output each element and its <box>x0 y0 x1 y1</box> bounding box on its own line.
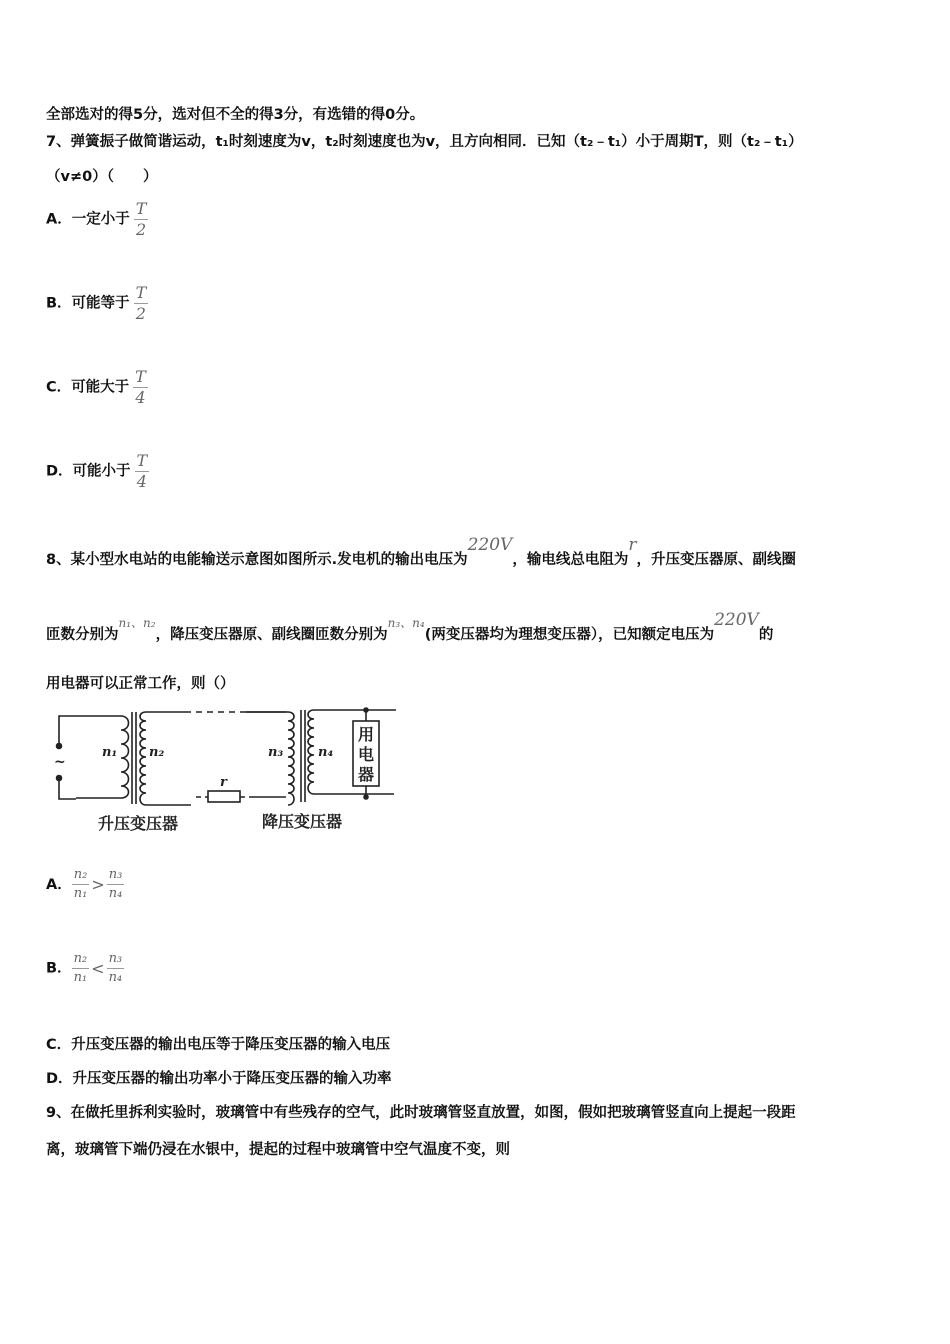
label-n4: n₄ <box>318 745 334 760</box>
q9-line2: 离，玻璃管下端仍浸在水银中，提起的过程中玻璃管中空气温度不变，则 <box>46 1142 510 1158</box>
label-n3: n₃ <box>268 745 284 760</box>
label-n2: n₂ <box>149 745 165 760</box>
q9-line1: 9、在做托里拆利实验时，玻璃管中有些残存的空气，此时玻璃管竖直放置，如图，假如把玻璃管竖直向上提起一段距 <box>46 1105 796 1121</box>
relation-symbol: < <box>91 959 105 978</box>
q8-option-d[interactable]: D．升压变压器的输出功率小于降压变压器的输入功率 <box>46 1071 392 1087</box>
relation-symbol: > <box>91 875 105 894</box>
option-label: A．一定小于 <box>46 211 130 228</box>
ac-source-symbol: ~ <box>54 754 66 770</box>
transmission-circuit-diagram <box>46 704 406 836</box>
numerator: n₃ <box>107 866 125 885</box>
step-up-label: 升压变压器 <box>98 814 179 833</box>
denominator: 2 <box>135 220 147 239</box>
text: ，升压变压器原、副线圈 <box>636 552 796 568</box>
option-label: C．可能大于 <box>46 379 130 396</box>
fraction-n3-n4 <box>107 950 125 987</box>
fraction <box>134 283 149 324</box>
q7-option-d[interactable] <box>46 451 149 492</box>
text: (两变压器均为理想变压器），已知额定电压为 <box>424 627 715 643</box>
text: 的 <box>758 627 774 643</box>
q8-line3: 用电器可以正常工作，则（） <box>46 676 235 692</box>
numerator: n₂ <box>72 950 90 969</box>
voltage-220v: 220V <box>467 535 513 555</box>
numerator: T <box>135 367 146 386</box>
denominator: 4 <box>136 472 147 491</box>
q7-option-b[interactable] <box>46 283 148 324</box>
numerator: n₃ <box>107 950 125 969</box>
numerator: T <box>135 283 147 302</box>
option-label: A． <box>46 876 72 893</box>
numerator: T <box>136 451 148 470</box>
fraction-n2-n1 <box>72 866 90 903</box>
fraction <box>135 451 150 492</box>
q8-option-c[interactable]: C．升压变压器的输出电压等于降压变压器的输入电压 <box>46 1037 391 1053</box>
q7-option-c[interactable] <box>46 367 148 408</box>
turns-n1-n2: n₁、n₂ <box>118 616 156 630</box>
numerator: n₂ <box>72 866 90 885</box>
denominator: 4 <box>135 388 146 407</box>
fraction <box>133 367 148 408</box>
text: 匝数分别为 <box>46 627 119 643</box>
fraction-n2-n1 <box>72 950 90 987</box>
intro-text: 全部选对的得5分，选对但不全的得3分，有选错的得0分。 <box>46 107 425 123</box>
load-char: 器 <box>358 765 375 784</box>
denominator: n₄ <box>108 886 123 901</box>
load-char: 用 <box>358 725 375 744</box>
option-label: D．可能小于 <box>46 463 131 480</box>
fraction <box>134 199 149 240</box>
fraction-n3-n4 <box>107 866 125 903</box>
denominator: 2 <box>135 304 146 323</box>
numerator: T <box>135 199 147 218</box>
q8-option-b[interactable] <box>46 950 124 987</box>
q7-stem-line2: （v≠0）（ ） <box>46 169 158 185</box>
step-down-label: 降压变压器 <box>262 812 343 831</box>
label-r: r <box>220 775 227 790</box>
denominator: n₄ <box>108 970 123 985</box>
q8-option-a[interactable] <box>46 866 124 903</box>
turns-n3-n4: n₃、n₄ <box>387 616 425 630</box>
load-char: 电 <box>358 745 375 764</box>
text: ，输电线总电阻为 <box>512 552 629 568</box>
option-label: B．可能等于 <box>46 295 130 312</box>
q7-option-a[interactable] <box>46 199 148 240</box>
label-n1: n₁ <box>102 745 118 760</box>
voltage-220v: 220V <box>714 610 759 630</box>
resistance-r: r <box>628 535 637 555</box>
q8-line1 <box>46 535 796 569</box>
text: 8、某小型水电站的电能输送示意图如图所示.发电机的输出电压为 <box>46 552 468 568</box>
q7-stem-line1: 7、弹簧振子做简谐运动，t₁时刻速度为v，t₂时刻速度也为v，且方向相同．已知（t₂﹣t₁）小于周期T，则（t₂﹣t₁） <box>46 134 803 150</box>
text: ，降压变压器原、副线圈匝数分别为 <box>155 627 388 643</box>
denominator: n₁ <box>73 970 88 985</box>
denominator: n₁ <box>73 886 88 901</box>
q8-line2 <box>46 610 774 644</box>
option-label: B． <box>46 960 72 977</box>
